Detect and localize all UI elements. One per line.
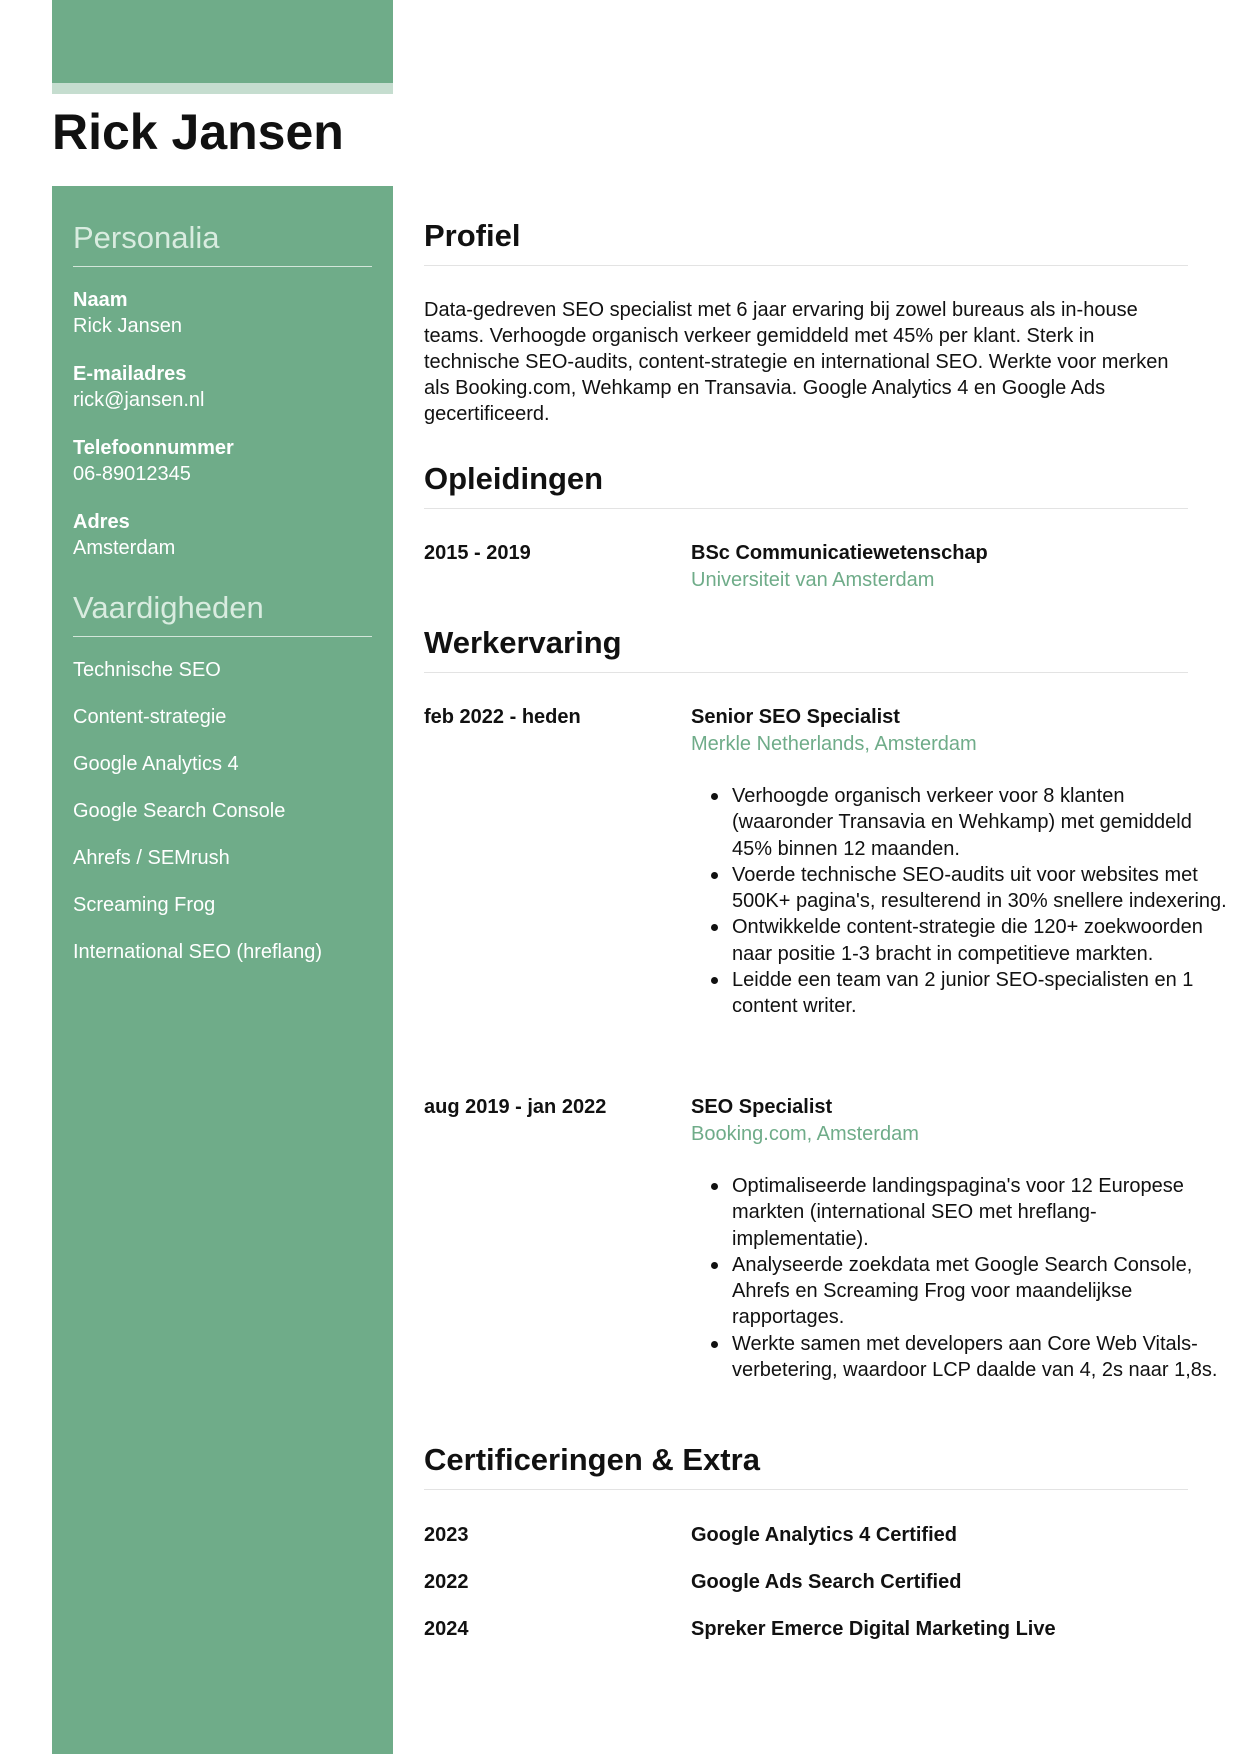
experience-heading: Werkervaring <box>424 625 622 660</box>
job-title: SEO Specialist <box>691 1096 833 1118</box>
cert-year: 2023 <box>424 1524 469 1546</box>
profile-heading: Profiel <box>424 218 521 253</box>
header-accent-stripe <box>52 83 393 94</box>
education-institution: Universiteit van Amsterdam <box>691 569 935 591</box>
skill-item: Google Search Console <box>73 800 286 823</box>
experience-divider <box>424 672 1188 673</box>
info-value: Amsterdam <box>73 537 176 560</box>
personalia-heading: Personalia <box>73 220 220 255</box>
skill-item: Google Analytics 4 <box>73 753 239 776</box>
job-date: aug 2019 - jan 2022 <box>424 1096 607 1118</box>
info-label: Naam <box>73 289 128 312</box>
skill-item: Ahrefs / SEMrush <box>73 847 230 870</box>
bullet-item: Leidde een team van 2 junior SEO-specialisten en 1 content writer. <box>732 967 1229 1020</box>
bullet-item: Analyseerde zoekdata met Google Search Console, Ahrefs en Screaming Frog voor maandelijkse rapportages. <box>732 1252 1229 1331</box>
info-label: Adres <box>73 511 130 534</box>
info-item-phone <box>73 435 372 487</box>
bullet-item: Verhoogde organisch verkeer voor 8 klanten (waaronder Transavia en Wehkamp) met gemiddeld 45% binnen 12 maanden. <box>732 783 1229 862</box>
profile-text: Data-gedreven SEO specialist met 6 jaar ervaring bij zowel bureaus als in-house teams. Verhoogde organisch verkeer gemiddeld met 45% per klant. Sterk in technische SEO-audits, content-strategie en international SEO. Werkte voor merken als Booking.com, Wehkamp en Transavia. Google Analytics 4 en Google Ads gecertificeerd. <box>424 299 1169 425</box>
education-degree: BSc Communicatiewetenschap <box>691 542 988 564</box>
info-label: E-mailadres <box>73 363 187 386</box>
cert-name: Spreker Emerce Digital Marketing Live <box>691 1618 1056 1640</box>
education-divider <box>424 508 1188 509</box>
candidate-name: Rick Jansen <box>52 104 344 160</box>
info-value: Rick Jansen <box>73 315 182 338</box>
info-value: 06-89012345 <box>73 463 191 486</box>
bullet-item: Voerde technische SEO-audits uit voor websites met 500K+ pagina's, resulterend in 30% snellere indexering. <box>732 862 1229 915</box>
job-company: Booking.com, Amsterdam <box>691 1123 919 1145</box>
sidebar <box>52 186 393 1754</box>
education-heading: Opleidingen <box>424 461 604 496</box>
certifications-divider <box>424 1489 1188 1490</box>
skill-item: Content-strategie <box>73 706 227 729</box>
skill-item: Technische SEO <box>73 659 221 682</box>
job-company: Merkle Netherlands, Amsterdam <box>691 733 977 755</box>
skill-item: International SEO (hreflang) <box>73 941 323 964</box>
cert-name: Google Ads Search Certified <box>691 1571 962 1593</box>
profile-divider <box>424 265 1188 266</box>
certifications-heading: Certificeringen & Extra <box>424 1442 760 1477</box>
job-bullets <box>691 783 1229 1020</box>
job-date: feb 2022 - heden <box>424 706 581 728</box>
header-color-band <box>52 0 393 83</box>
bullet-item: Ontwikkelde content-strategie die 120+ zoekwoorden naar positie 1-3 bracht in competitieve markten. <box>732 914 1229 967</box>
job-title: Senior SEO Specialist <box>691 706 900 728</box>
info-item-address <box>73 509 372 561</box>
education-date: 2015 - 2019 <box>424 542 531 564</box>
bullet-item: Optimaliseerde landingspagina's voor 12 Europese markten (international SEO met hreflang-implementatie). <box>732 1173 1229 1252</box>
cert-year: 2024 <box>424 1618 469 1640</box>
info-item-name <box>73 287 372 339</box>
job-bullets <box>691 1173 1229 1383</box>
info-value: rick@jansen.nl <box>73 389 205 412</box>
info-item-email <box>73 361 372 413</box>
cert-year: 2022 <box>424 1571 469 1593</box>
bullet-item: Werkte samen met developers aan Core Web Vitals-verbetering, waardoor LCP daalde van 4, 2s naar 1,8s. <box>732 1331 1229 1384</box>
skills-heading: Vaardigheden <box>73 590 264 626</box>
cert-name: Google Analytics 4 Certified <box>691 1524 957 1546</box>
info-label: Telefoonnummer <box>73 437 234 460</box>
skill-item: Screaming Frog <box>73 894 216 917</box>
